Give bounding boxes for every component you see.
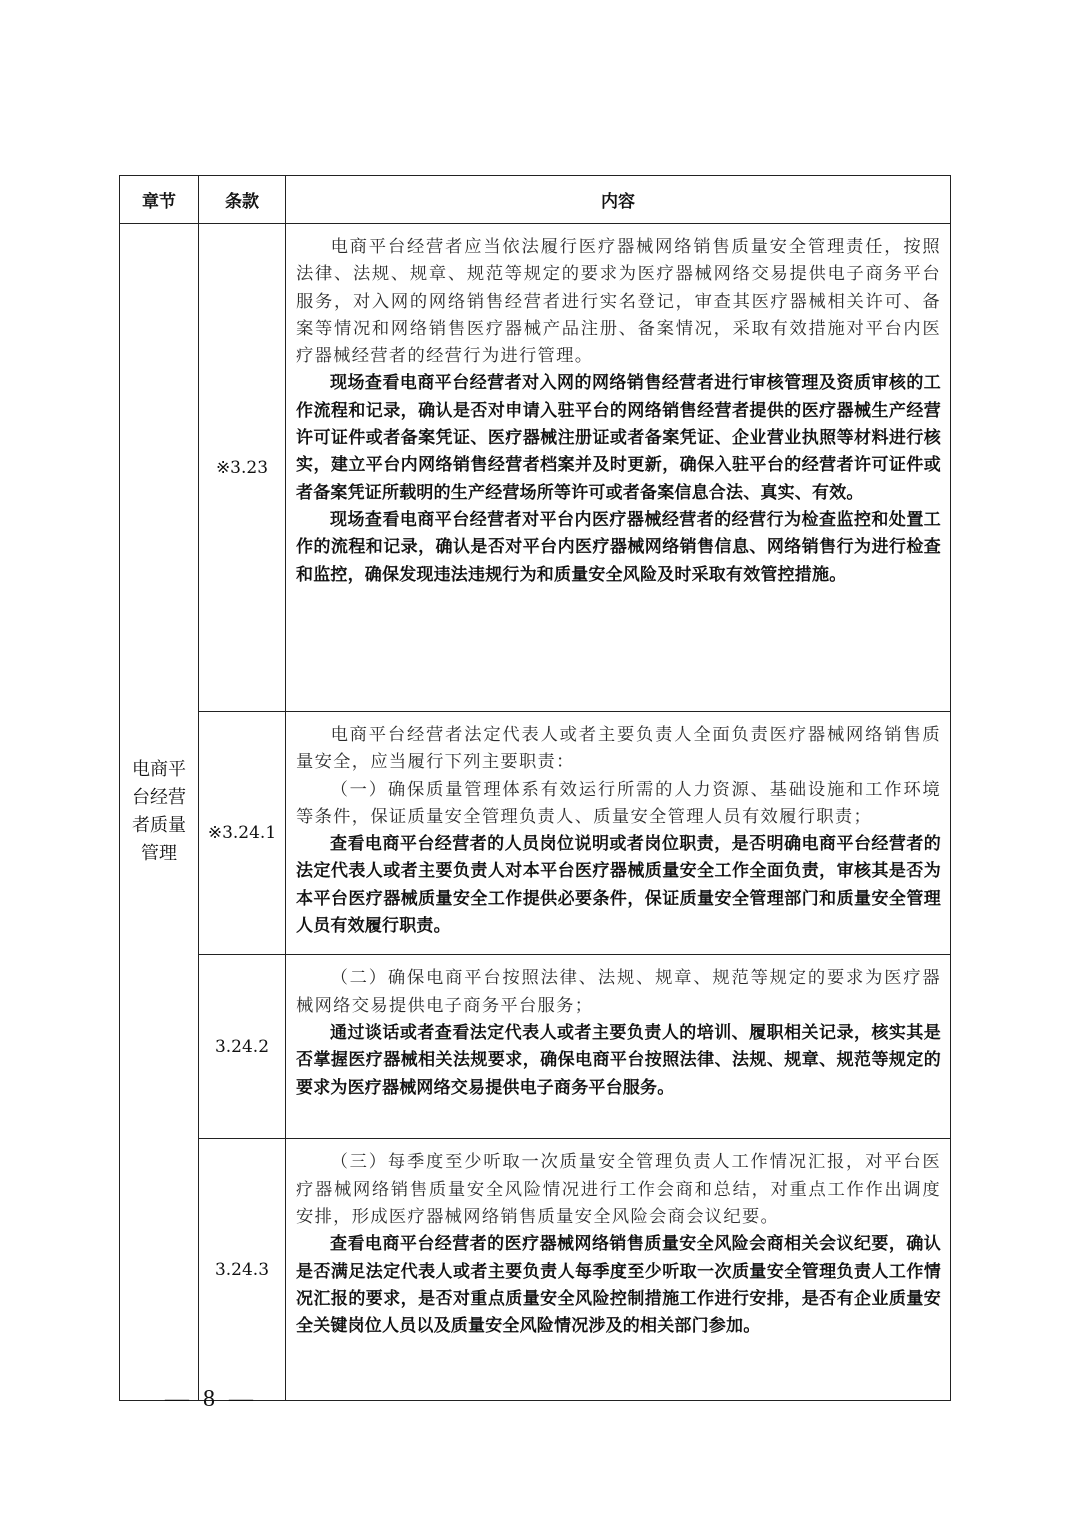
table-row <box>120 224 951 712</box>
inspection-text: 查看电商平台经营者的医疗器械网络销售质量安全风险会商相关会议纪要，确认是否满足法定代表人或者主要负责人每季度至少听取一次质量安全管理负责人工作情况汇报的要求，是否对重点质量安全风险控制措施工作进行安排，是否有企业质量安全关键岗位人员以及质量安全风险情况涉及的相关部门参加。 <box>296 1234 941 1337</box>
requirement-text: （一）确保质量管理体系有效运行所需的人力资源、基础设施和工作环境等条件，保证质量安全管理负责人、质量安全管理人员有效履行职责； <box>296 779 941 827</box>
chapter-line: 台经营 <box>132 787 186 809</box>
clause-content <box>286 224 951 712</box>
requirement-text: 电商平台经营者应当依法履行医疗器械网络销售质量安全管理责任，按照法律、法规、规章、规范等规定的要求为医疗器械网络交易提供电子商务平台服务，对入网的网络销售经营者进行实名登记，审查其医疗器械相关许可、备案等情况和网络销售医疗器械产品注册、备案情况，采取有效措施对平台内医疗器械经营者的经营行为进行管理。 <box>296 237 941 367</box>
regulation-table <box>119 175 951 1401</box>
page-number: — 8 — <box>165 1386 257 1412</box>
header-chapter: 章节 <box>120 176 199 224</box>
clause-number: 3.24.3 <box>199 1139 286 1401</box>
clause-number: ※3.23 <box>199 224 286 712</box>
clause-content <box>286 1139 951 1401</box>
table-header-row <box>120 176 951 224</box>
table-row <box>120 1139 951 1401</box>
chapter-line: 者质量 <box>132 815 186 837</box>
inspection-text: 现场查看电商平台经营者对入网的网络销售经营者进行审核管理及资质审核的工作流程和记录，确认是否对申请入驻平台的网络销售经营者提供的医疗器械生产经营许可证件或者备案凭证、医疗器械注册证或者备案凭证、企业营业执照等材料进行核实，建立平台内网络销售经营者档案并及时更新，确保入驻平台的经营者许可证件或者备案凭证所载明的生产经营场所等许可或者备案信息合法、真实、有效。 <box>296 373 941 503</box>
clause-content <box>286 955 951 1139</box>
requirement-text: （三）每季度至少听取一次质量安全管理负责人工作情况汇报，对平台医疗器械网络销售质量安全风险情况进行工作会商和总结，对重点工作作出调度安排，形成医疗器械网络销售质量安全风险会商会议纪要。 <box>296 1152 941 1227</box>
clause-number: 3.24.2 <box>199 955 286 1139</box>
table-row <box>120 712 951 955</box>
header-clause: 条款 <box>199 176 286 224</box>
table-row <box>120 955 951 1139</box>
requirement-text: 电商平台经营者法定代表人或者主要负责人全面负责医疗器械网络销售质量安全，应当履行下列主要职责： <box>296 725 941 773</box>
requirement-text: （二）确保电商平台按照法律、法规、规章、规范等规定的要求为医疗器械网络交易提供电子商务平台服务； <box>296 968 941 1016</box>
inspection-text: 通过谈话或者查看法定代表人或者主要负责人的培训、履职相关记录，核实其是否掌握医疗器械相关法规要求，确保电商平台按照法律、法规、规章、规范等规定的要求为医疗器械网络交易提供电子商务平台服务。 <box>296 1022 941 1098</box>
clause-number: ※3.24.1 <box>199 712 286 955</box>
inspection-text: 现场查看电商平台经营者对平台内医疗器械经营者的经营行为检查监控和处置工作的流程和记录，确认是否对平台内医疗器械网络销售信息、网络销售行为进行检查和监控，确保发现违法违规行为和质量安全风险及时采取有效管控措施。 <box>296 509 941 585</box>
clause-content <box>286 712 951 955</box>
inspection-text: 查看电商平台经营者的人员岗位说明或者岗位职责，是否明确电商平台经营者的法定代表人或者主要负责人对本平台医疗器械质量安全工作全面负责，审核其是否为本平台医疗器械质量安全工作提供必要条件，保证质量安全管理部门和质量安全管理人员有效履行职责。 <box>296 834 941 937</box>
chapter-line: 电商平 <box>132 759 186 781</box>
header-content: 内容 <box>286 176 951 224</box>
chapter-cell <box>120 224 199 1401</box>
chapter-line: 管理 <box>141 843 177 865</box>
